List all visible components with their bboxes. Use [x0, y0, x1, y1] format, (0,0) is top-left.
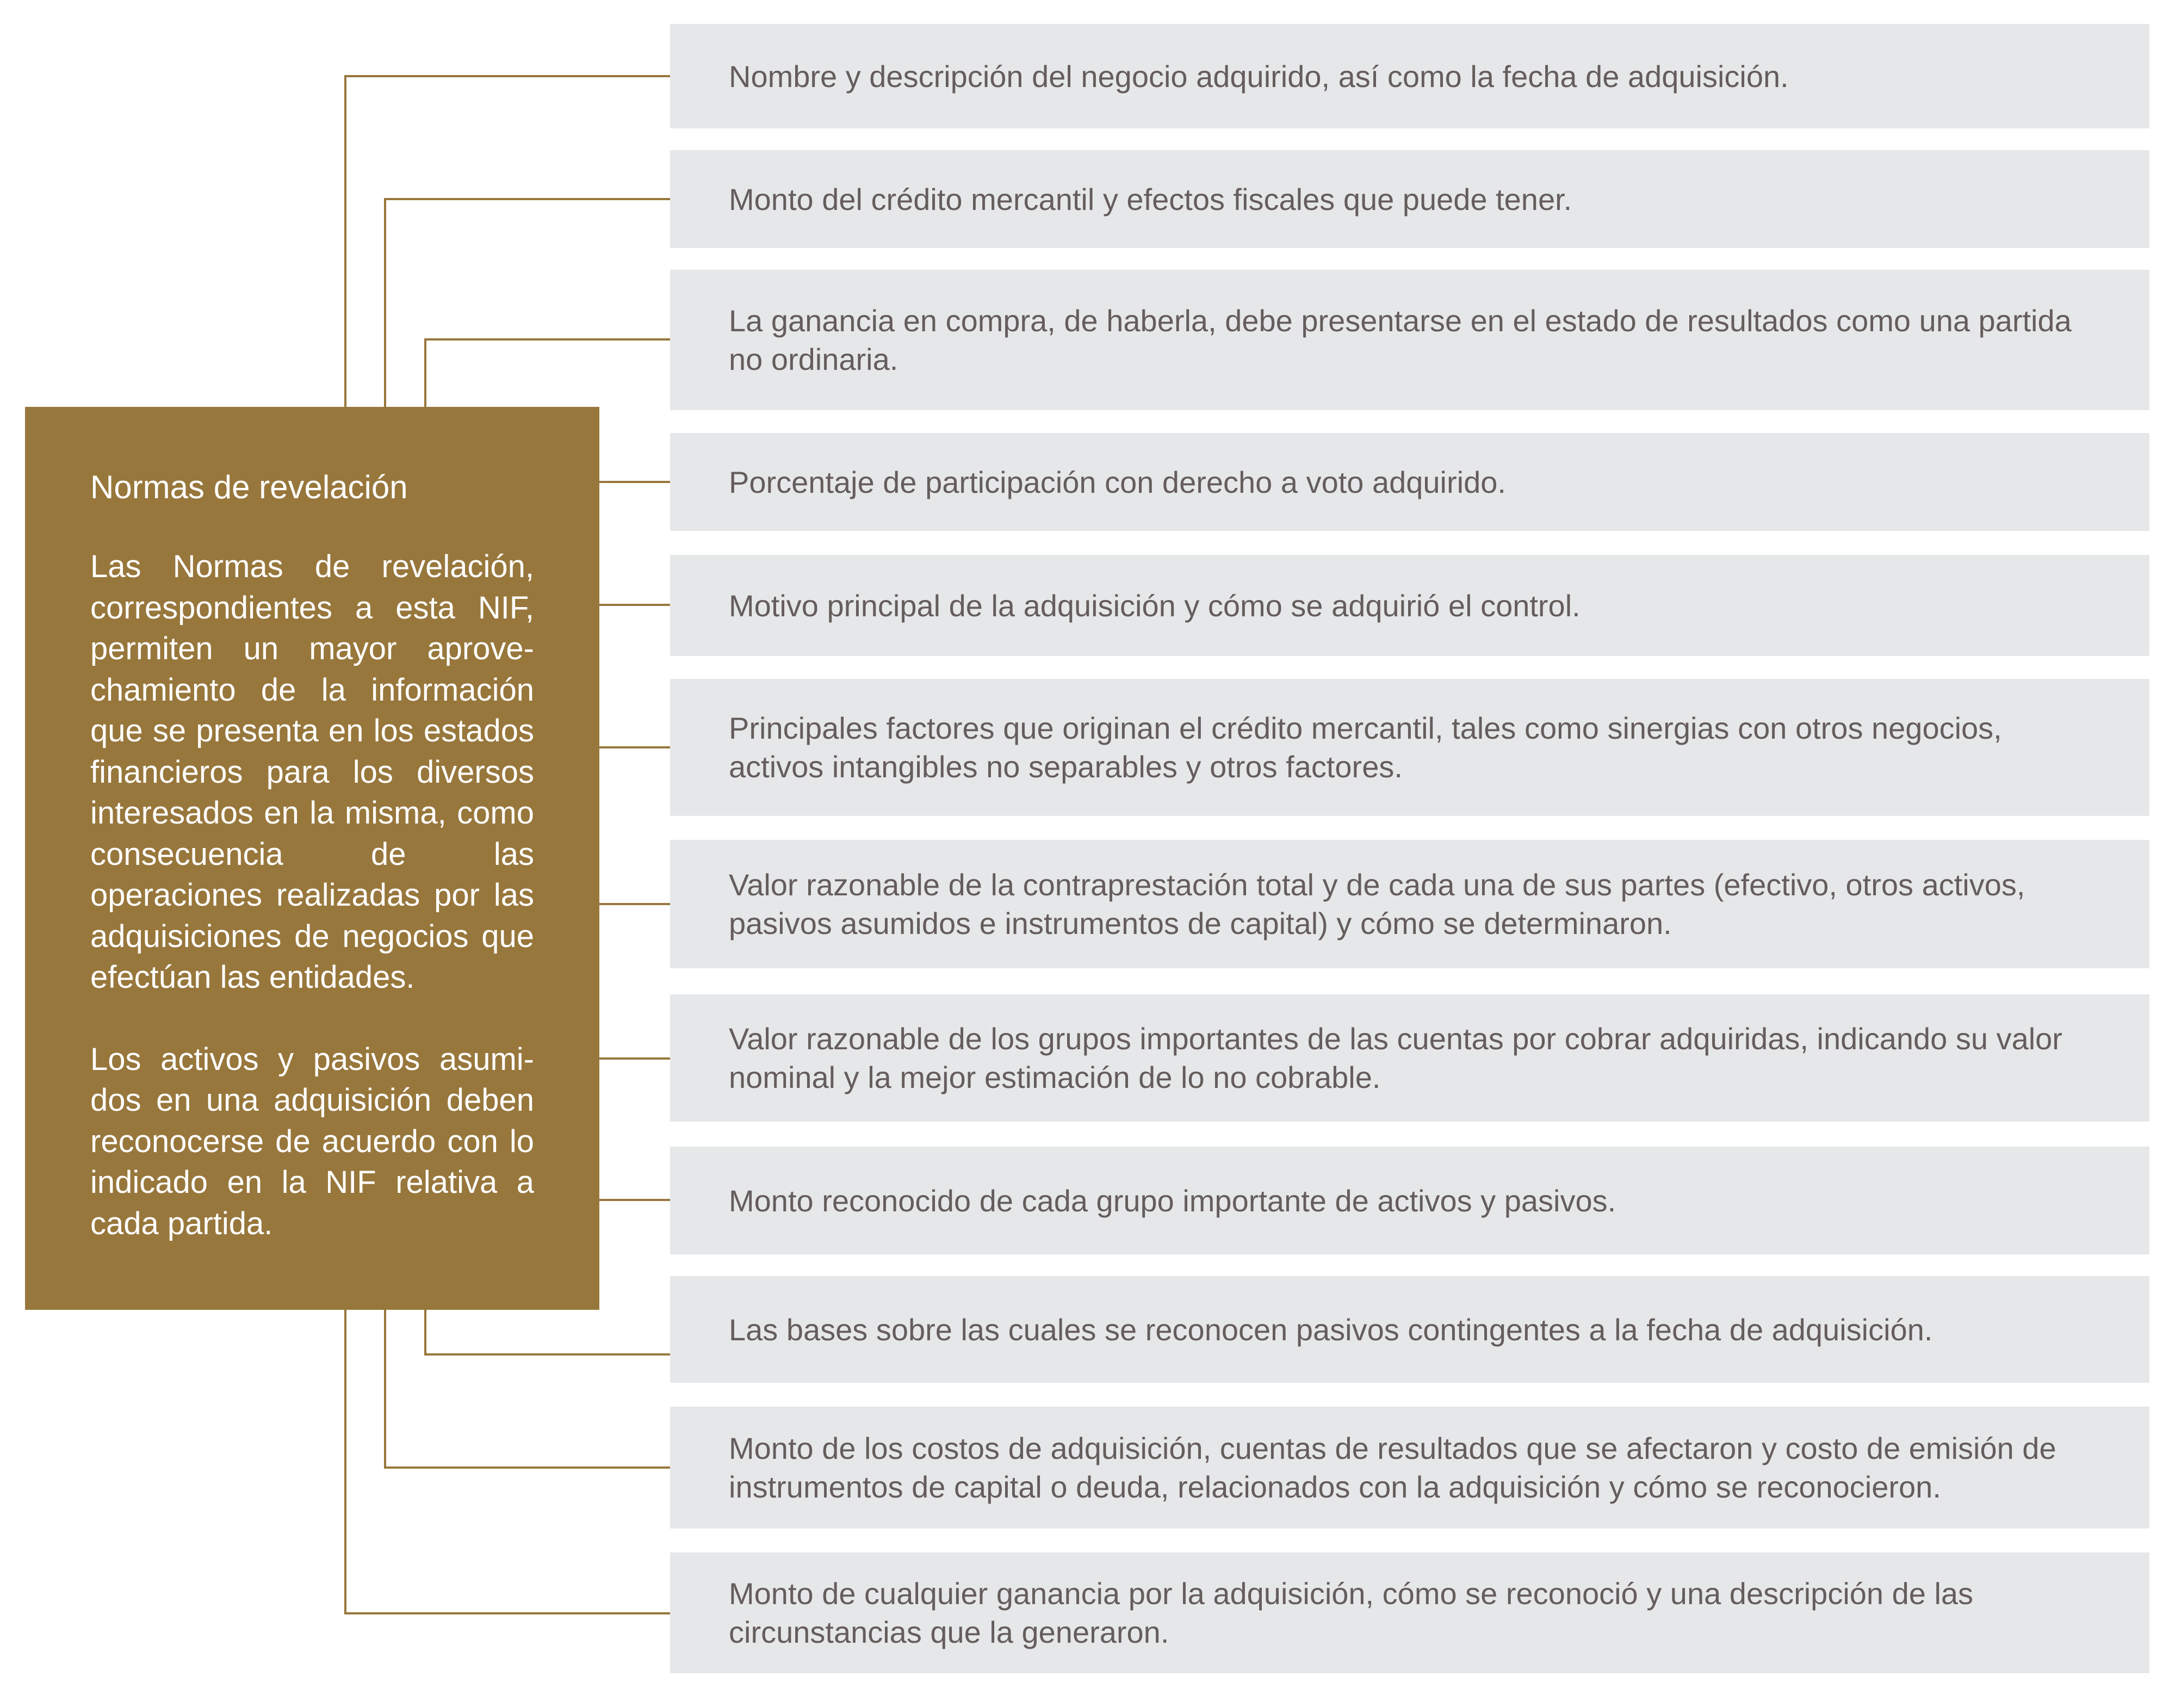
item-box-4	[670, 433, 2149, 531]
main-paragraph-1: Las Normas de revelación, correspondientes a esta NIF, permiten un mayor aprove-chamiento de la información que se presenta en los estados financieros para los diversos interesados en la misma, como consecuencia de las operaciones realizadas por las adquisiciones de negocios que efectúan las entidades.	[90, 549, 534, 995]
item-box-12	[670, 1552, 2149, 1673]
item-text-6: Principales factores que originan el crédito mercantil, tales como sinergias con otros negocios, activos intangibles no separables y otros factores.	[729, 711, 2002, 784]
connector-1	[345, 76, 670, 407]
item-text-9: Monto reconocido de cada grupo importante de activos y pasivos.	[729, 1183, 1616, 1218]
main-title: Normas de revelación	[90, 469, 408, 505]
item-text-5: Motivo principal de la adquisición y cómo se adquirió el control.	[729, 588, 1581, 623]
connector-11	[385, 1310, 670, 1468]
item-text-12: Monto de cualquier ganancia por la adquisición, cómo se reconoció y una descripción de las circunstancias que la generaron.	[729, 1576, 1974, 1649]
connector-2	[385, 199, 670, 407]
item-text-4: Porcentaje de participación con derecho a voto adquirido.	[729, 465, 1506, 499]
item-box-8	[670, 994, 2149, 1122]
item-text-3: La ganancia en compra, de haberla, debe presentarse en el estado de resultados como una partida no ordinaria.	[729, 304, 2072, 376]
item-box-10	[670, 1276, 2149, 1383]
item-box-5	[670, 555, 2149, 656]
connector-10	[425, 1310, 670, 1354]
item-box-11	[670, 1407, 2149, 1528]
item-text-11: Monto de los costos de adquisición, cuentas de resultados que se afectaron y costo de emisión de instrumentos de capital o deuda, relacionados con la adquisición y cómo se reconocieron.	[729, 1431, 2056, 1504]
main-paragraph-2: Los activos y pasivos asumi-dos en una adquisición deben reconocerse de acuerdo con lo indicado en la NIF relativa a cada partida.	[90, 1041, 534, 1241]
item-box-7	[670, 840, 2149, 968]
item-text-1: Nombre y descripción del negocio adquirido, así como la fecha de adquisición.	[729, 59, 1789, 94]
item-text-8: Valor razonable de los grupos importantes de las cuentas por cobrar adquiridas, indicando su valor nominal y la mejor estimación de lo no cobrable.	[729, 1022, 2062, 1094]
item-box-6	[670, 679, 2149, 816]
item-text-10: Las bases sobre las cuales se reconocen pasivos contingentes a la fecha de adquisición.	[729, 1312, 1933, 1347]
item-text-7: Valor razonable de la contraprestación total y de cada una de sus partes (efectivo, otros activos, pasivos asumidos e instrumentos de capital) y cómo se determinaron.	[729, 868, 2025, 940]
item-box-3	[670, 270, 2149, 410]
item-box-2	[670, 150, 2149, 248]
item-box-9	[670, 1147, 2149, 1254]
connector-3	[425, 339, 670, 407]
item-text-2: Monto del crédito mercantil y efectos fiscales que puede tener.	[729, 182, 1572, 216]
item-box-1	[670, 24, 2149, 128]
main-box	[25, 407, 599, 1310]
